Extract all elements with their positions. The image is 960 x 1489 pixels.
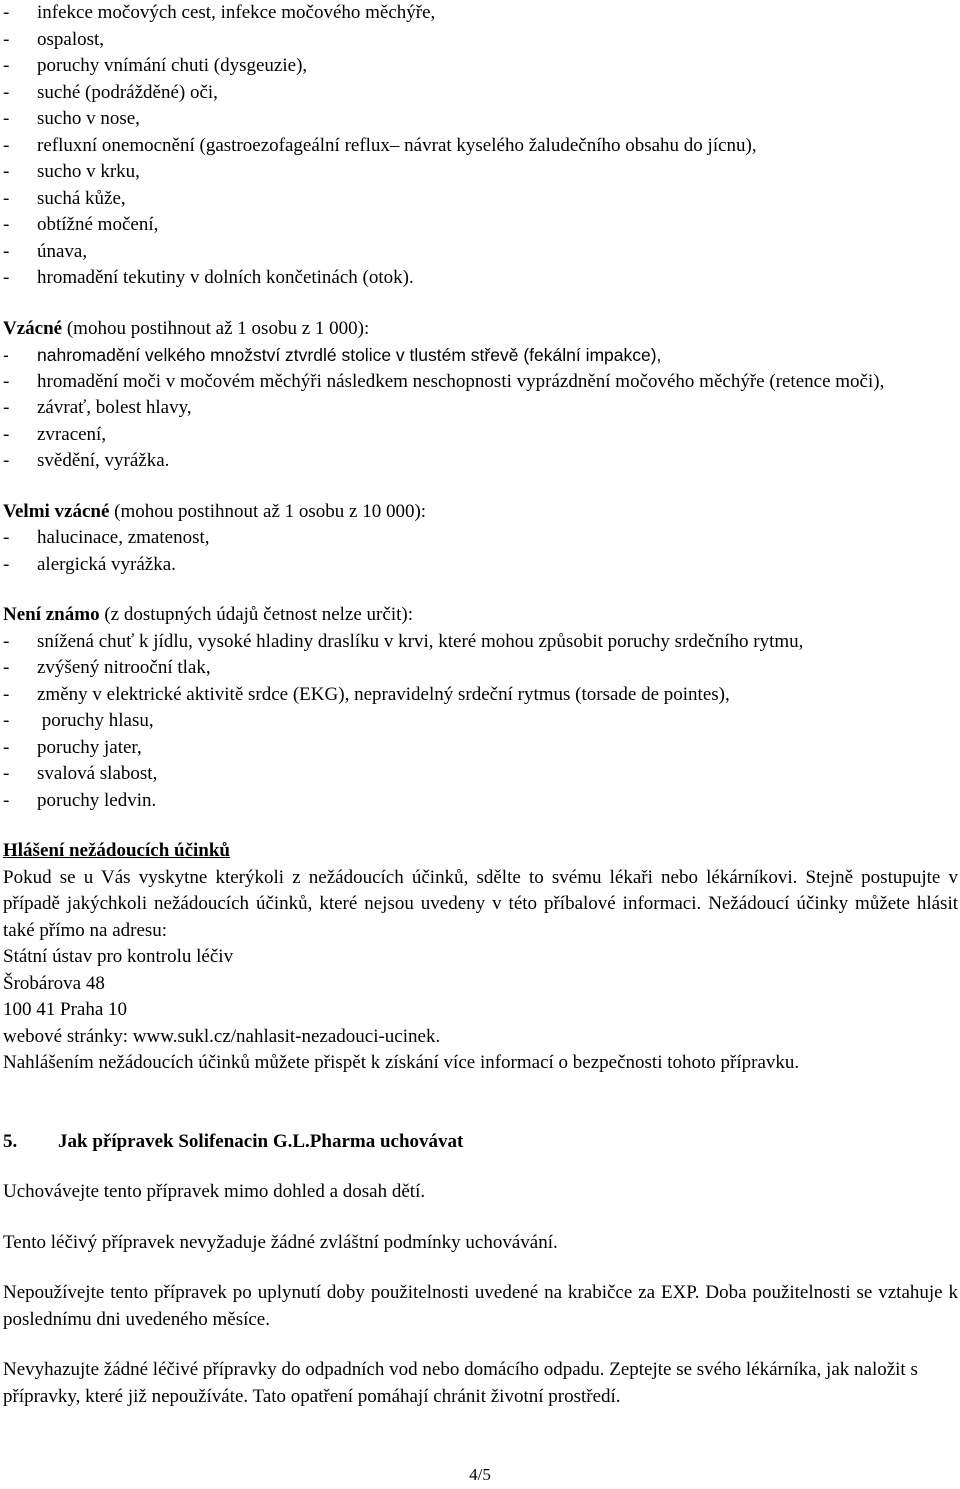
very-rare-heading-line (3, 499, 958, 526)
list-item: - poruchy vnímání chuti (dysgeuzie), (3, 53, 958, 80)
list-item: - poruchy jater, (3, 735, 958, 762)
list-item: - svalová slabost, (3, 761, 958, 788)
list-item: - snížená chuť k jídlu, vysoké hladiny draslíku v krvi, které mohou způsobit poruchy srdečního rytmu, (3, 629, 958, 656)
list-item: - halucinace, zmatenost, (3, 525, 958, 552)
reporting-paragraph: Pokud se u Vás vyskytne kterýkoli z nežádoucích účinků, sdělte to svému lékaři nebo lékárníkovi. Stejně postupujte v případě jakýchkoli nežádoucích účinků, které nejsou uvedeny v této příbalové informaci. Nežádoucí účinky můžete hlásit také přímo na adresu: (3, 866, 958, 941)
very-rare-heading: Velmi vzácné (3, 500, 110, 522)
list-item: - zvýšený nitrooční tlak, (3, 655, 958, 682)
address-line: 100 41 Praha 10 (3, 999, 128, 1020)
list-item: - závrať, bolest hlavy, (3, 395, 958, 422)
reporting-heading: Hlášení nežádoucích účinků (3, 840, 230, 861)
list-item: - únava, (3, 239, 958, 266)
list-item: - sucho v krku, (3, 159, 958, 186)
address-line: Státní ústav pro kontrolu léčiv (3, 946, 234, 967)
section-number: 5. (3, 1130, 18, 1152)
storage-paragraph: Nepoužívejte tento přípravek po uplynutí doby použitelnosti uvedené na krabičce za EXP. Doba použitelnosti se vztahuje k poslednímu dni uvedeného měsíce. (3, 1282, 958, 1330)
section-title: Jak přípravek Solifenacin G.L.Pharma uchovávat (58, 1130, 464, 1152)
disposal-paragraph: Nevyhazujte žádné léčivé přípravky do odpadních vod nebo domácího odpadu. Zeptejte se svého lékárníka, jak naložit s přípravky, které již nepoužíváte. Tato opatření pomáhají chránit životní prostředí. (3, 1359, 918, 1407)
rare-list (3, 342, 958, 475)
list-item: - hromadění moči v močovém měchýři následkem neschopnosti vyprázdnění močového měchýře (retence moči), (3, 369, 958, 396)
list-item: - infekce močových cest, infekce močového měchýře, (3, 0, 958, 27)
document-page (3, 0, 958, 1410)
list-item: - zvracení, (3, 422, 958, 449)
list-item: - ospalost, (3, 27, 958, 54)
list-item: - obtížné močení, (3, 212, 958, 239)
list-item: - nahromadění velkého množství ztvrdlé stolice v tlustém střevě (fekální impakce), (3, 342, 958, 369)
unknown-list (3, 629, 958, 815)
rare-heading-line (3, 316, 958, 343)
rare-subheading: (mohou postihnout až 1 osobu z 1 000): (62, 317, 370, 339)
website-line: webové stránky: www.sukl.cz/nahlasit-nezadouci-ucinek. (3, 1025, 441, 1047)
list-item: - alergická vyrážka. (3, 552, 958, 579)
unknown-heading: Není známo (3, 604, 100, 625)
list-item: - svědění, vyrážka. (3, 448, 958, 475)
address-line: Šrobárova 48 (3, 972, 105, 994)
section-5-title (3, 1129, 958, 1156)
list-item: - suchá kůže, (3, 186, 958, 213)
page-number: 4/5 (469, 1465, 491, 1484)
unknown-heading-line (3, 602, 958, 629)
storage-paragraph: Tento léčivý přípravek nevyžaduje žádné zvláštní podmínky uchovávání. (3, 1231, 558, 1253)
list-item: - změny v elektrické aktivitě srdce (EKG), nepravidelný srdeční rytmus (torsade de pointes), (3, 682, 958, 709)
list-item: - hromadění tekutiny v dolních končetinách (otok). (3, 265, 958, 292)
reporting-closing-line: Nahlášením nežádoucích účinků můžete přispět k získání více informací o bezpečnosti tohoto přípravku. (3, 1052, 800, 1073)
rare-heading: Vzácné (3, 317, 63, 339)
list-item: - poruchy ledvin. (3, 788, 958, 815)
very-rare-subheading: (mohou postihnout až 1 osobu z 10 000): (109, 500, 427, 522)
storage-paragraph: Uchovávejte tento přípravek mimo dohled a dosah dětí. (3, 1181, 426, 1202)
list-item: - refluxní onemocnění (gastroezofageální reflux– návrat kyselého žaludečního obsahu do jícnu), (3, 133, 958, 160)
list-item: - suché (podrážděné) oči, (3, 80, 958, 107)
list-item: - sucho v nose, (3, 106, 958, 133)
unknown-subheading: (z dostupných údajů četnost nelze určit): (99, 604, 413, 625)
list-item: - poruchy hlasu, (3, 708, 958, 735)
common-side-effects-list (3, 0, 958, 292)
very-rare-list (3, 525, 958, 578)
